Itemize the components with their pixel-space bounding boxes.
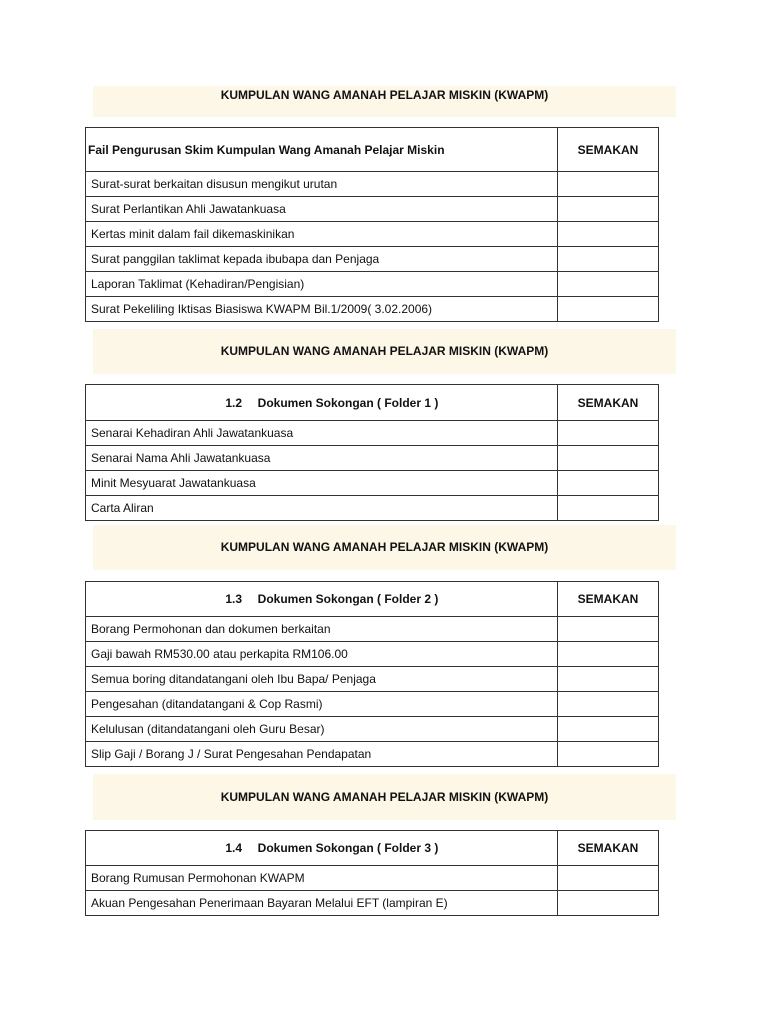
banner-title: KUMPULAN WANG AMANAH PELAJAR MISKIN (KWAPM) bbox=[93, 86, 676, 117]
table-row bbox=[86, 172, 659, 197]
table-row bbox=[86, 692, 659, 717]
semakan-cell[interactable] bbox=[558, 891, 659, 916]
item-label: Kertas minit dalam fail dikemaskinikan bbox=[86, 222, 558, 247]
item-label: Semua boring ditandatangani oleh Ibu Bapa/ Penjaga bbox=[86, 667, 558, 692]
table-row bbox=[86, 471, 659, 496]
semakan-cell[interactable] bbox=[558, 421, 659, 446]
item-label: Senarai Nama Ahli Jawatankuasa bbox=[86, 446, 558, 471]
table-row bbox=[86, 496, 659, 521]
table-row bbox=[86, 717, 659, 742]
table-header-row bbox=[86, 385, 659, 421]
semakan-cell[interactable] bbox=[558, 742, 659, 767]
semakan-header: SEMAKAN bbox=[558, 385, 659, 421]
table-row bbox=[86, 667, 659, 692]
checklist-table-4 bbox=[85, 830, 659, 916]
item-label: Borang Permohonan dan dokumen berkaitan bbox=[86, 617, 558, 642]
item-label: Surat Pekeliling Iktisas Biasiswa KWAPM Bil.1/2009( 3.02.2006) bbox=[86, 297, 558, 322]
table-row bbox=[86, 421, 659, 446]
semakan-cell[interactable] bbox=[558, 667, 659, 692]
item-label: Minit Mesyuarat Jawatankuasa bbox=[86, 471, 558, 496]
semakan-cell[interactable] bbox=[558, 247, 659, 272]
table-row bbox=[86, 247, 659, 272]
semakan-header: SEMAKAN bbox=[558, 831, 659, 866]
table-row bbox=[86, 222, 659, 247]
table-row bbox=[86, 866, 659, 891]
section-number: 1.2 bbox=[225, 395, 242, 410]
item-label: Carta Aliran bbox=[86, 496, 558, 521]
item-label: Akuan Pengesahan Penerimaan Bayaran Melalui EFT (lampiran E) bbox=[86, 891, 558, 916]
semakan-cell[interactable] bbox=[558, 172, 659, 197]
item-label: Senarai Kehadiran Ahli Jawatankuasa bbox=[86, 421, 558, 446]
item-label: Surat Perlantikan Ahli Jawatankuasa bbox=[86, 197, 558, 222]
semakan-cell[interactable] bbox=[558, 197, 659, 222]
semakan-cell[interactable] bbox=[558, 272, 659, 297]
item-label: Surat-surat berkaitan disusun mengikut urutan bbox=[86, 172, 558, 197]
item-label: Surat panggilan taklimat kepada ibubapa dan Penjaga bbox=[86, 247, 558, 272]
banner-title: KUMPULAN WANG AMANAH PELAJAR MISKIN (KWAPM) bbox=[93, 329, 676, 374]
table-row bbox=[86, 891, 659, 916]
semakan-header: SEMAKAN bbox=[558, 582, 659, 617]
semakan-cell[interactable] bbox=[558, 496, 659, 521]
section-heading: Fail Pengurusan Skim Kumpulan Wang Amanah Pelajar Miskin bbox=[86, 128, 558, 172]
section-number: 1.3 bbox=[225, 592, 242, 606]
table-row bbox=[86, 742, 659, 767]
checklist-table-3 bbox=[85, 581, 659, 767]
semakan-header: SEMAKAN bbox=[558, 128, 659, 172]
banner-title: KUMPULAN WANG AMANAH PELAJAR MISKIN (KWAPM) bbox=[93, 774, 676, 820]
table-header-row bbox=[86, 128, 659, 172]
table-header-row bbox=[86, 831, 659, 866]
table-row bbox=[86, 446, 659, 471]
semakan-cell[interactable] bbox=[558, 617, 659, 642]
item-label: Borang Rumusan Permohonan KWAPM bbox=[86, 866, 558, 891]
checklist-table-2 bbox=[85, 384, 659, 521]
table-row bbox=[86, 617, 659, 642]
table-row bbox=[86, 272, 659, 297]
table-header-row bbox=[86, 582, 659, 617]
item-label: Slip Gaji / Borang J / Surat Pengesahan Pendapatan bbox=[86, 742, 558, 767]
semakan-cell[interactable] bbox=[558, 222, 659, 247]
semakan-cell[interactable] bbox=[558, 471, 659, 496]
semakan-cell[interactable] bbox=[558, 297, 659, 322]
section-heading: Dokumen Sokongan ( Folder 1 ) bbox=[257, 395, 439, 410]
table-row bbox=[86, 297, 659, 322]
checklist-table-1 bbox=[85, 127, 659, 322]
table-row bbox=[86, 197, 659, 222]
semakan-cell[interactable] bbox=[558, 717, 659, 742]
semakan-cell[interactable] bbox=[558, 642, 659, 667]
section-heading: Dokumen Sokongan ( Folder 2 ) bbox=[257, 592, 439, 606]
item-label: Pengesahan (ditandatangani & Cop Rasmi) bbox=[86, 692, 558, 717]
banner-title: KUMPULAN WANG AMANAH PELAJAR MISKIN (KWAPM) bbox=[93, 525, 676, 570]
semakan-cell[interactable] bbox=[558, 446, 659, 471]
item-label: Kelulusan (ditandatangani oleh Guru Besar) bbox=[86, 717, 558, 742]
section-number: 1.4 bbox=[225, 841, 242, 855]
semakan-cell[interactable] bbox=[558, 866, 659, 891]
section-heading: Dokumen Sokongan ( Folder 3 ) bbox=[257, 841, 439, 855]
item-label: Laporan Taklimat (Kehadiran/Pengisian) bbox=[86, 272, 558, 297]
semakan-cell[interactable] bbox=[558, 692, 659, 717]
item-label: Gaji bawah RM530.00 atau perkapita RM106.00 bbox=[86, 642, 558, 667]
table-row bbox=[86, 642, 659, 667]
